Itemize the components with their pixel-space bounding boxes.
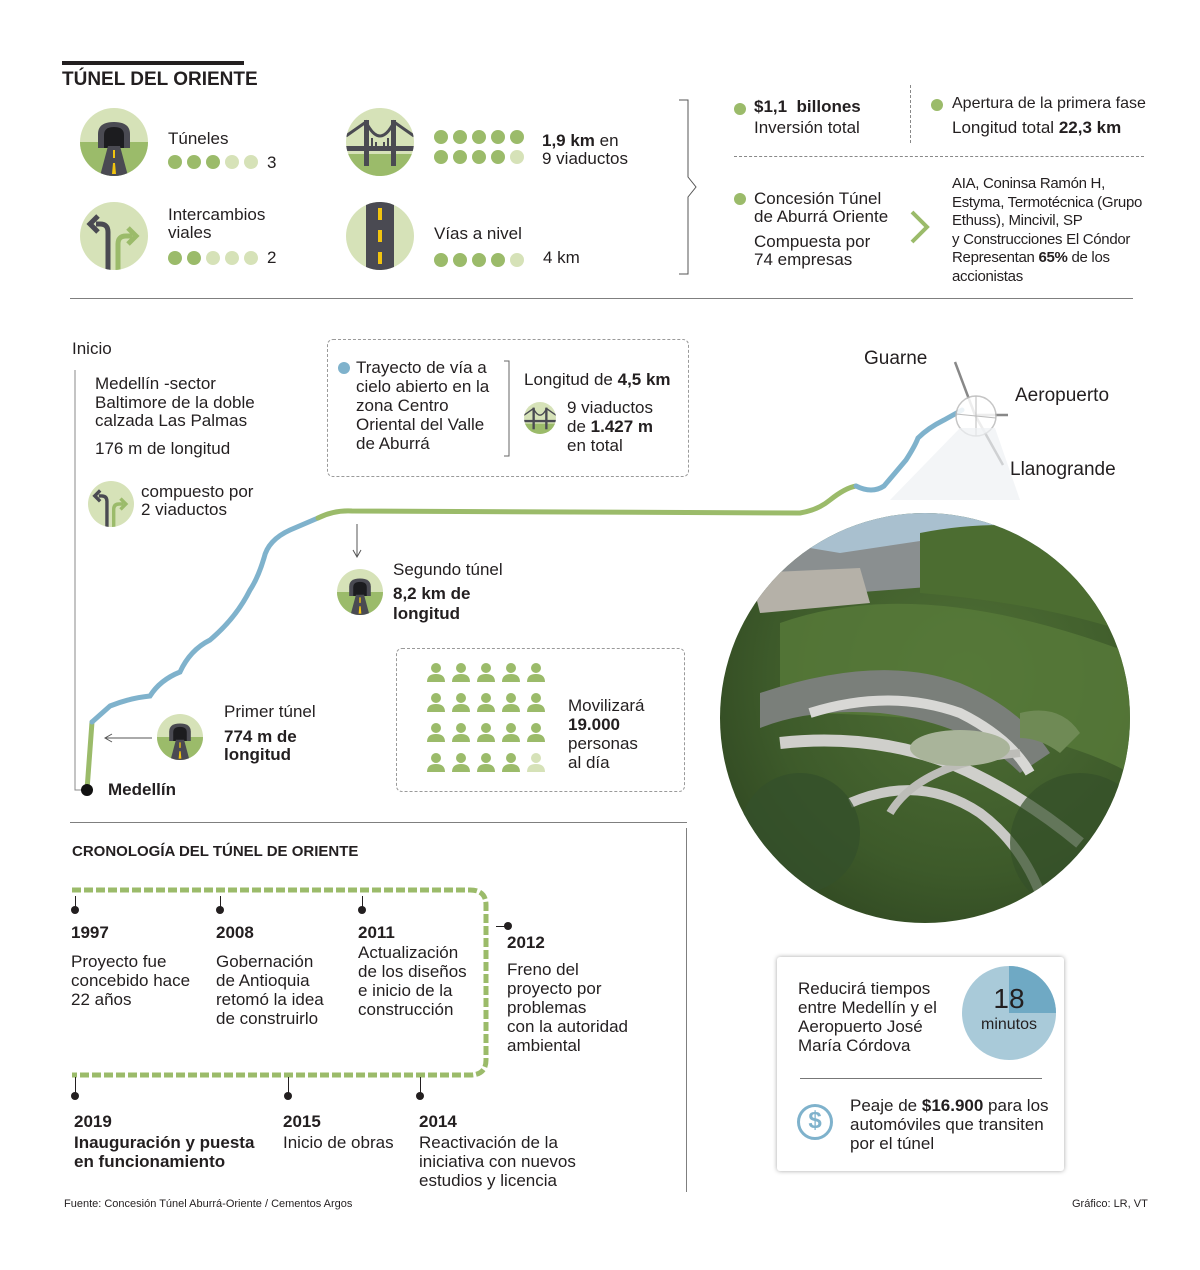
tuneles-count: 3 (267, 153, 277, 172)
road-icon (346, 202, 414, 270)
bridge-small-icon (524, 402, 556, 434)
year-2011: 2011 (358, 923, 395, 942)
desc-2012: Freno del proyecto por problemas con la autoridad ambiental (507, 960, 628, 1055)
summary-hdash (734, 156, 1144, 157)
intercambios-dots (168, 249, 263, 267)
viaductos-value: 1,9 km en (542, 131, 619, 150)
aeropuerto-label: Aeropuerto (1015, 385, 1110, 406)
header-rule (62, 61, 244, 65)
compuesta-1: Compuesta por (754, 232, 871, 251)
trayecto-viaductos: 9 viaductos de 1.427 m en total (567, 398, 654, 455)
concesion-bullet (734, 193, 746, 205)
longitud-total: Longitud total 22,3 km (952, 118, 1122, 137)
vias-label: Vías a nivel (434, 224, 522, 243)
medellin-label: Medellín (108, 780, 177, 799)
trayecto-bullet (338, 362, 350, 374)
primer-1: Primer túnel (224, 702, 316, 721)
apertura-label: Apertura de la primera fase (952, 95, 1146, 112)
timeline-title: CRONOLOGÍA DEL TÚNEL DE ORIENTE (72, 843, 359, 860)
dot-2014 (416, 1092, 424, 1100)
segundo-1: Segundo túnel (393, 560, 503, 579)
intersection-small-icon (88, 481, 134, 527)
section-divider (70, 298, 1133, 299)
desc-2015: Inicio de obras (283, 1133, 394, 1152)
origen-1: Medellín -sector (95, 374, 216, 393)
tunnel-small-icon-1 (157, 714, 203, 760)
viaductos-line2: 9 viaductos (542, 149, 628, 168)
footer-grafico: Gráfico: LR, VT (1072, 1198, 1148, 1210)
reduce-text: Reducirá tiempos entre Medellín y el Aeropuerto José María Córdova (798, 979, 937, 1055)
origen-2: Baltimore de la doble (95, 393, 255, 412)
intersection-icon (80, 202, 148, 270)
vias-dots (434, 251, 529, 269)
trayecto-text: Trayecto de vía a cielo abierto en la zona Centro Oriental del Valle de Aburrá (356, 358, 490, 453)
year-2015: 2015 (283, 1112, 321, 1131)
segundo-2: 8,2 km de (393, 584, 471, 603)
desc-2008: Gobernación de Antioquia retomó la idea de construirlo (216, 952, 324, 1028)
dot-2019 (71, 1092, 79, 1100)
minutes-value: 18 (993, 983, 1025, 1014)
chevron-right-icon (908, 209, 932, 245)
concesion-1: Concesión Túnel (754, 189, 882, 208)
primer-3: longitud (224, 745, 292, 764)
inicio-label: Inicio (72, 339, 112, 358)
timeline-divider (70, 822, 687, 823)
year-2014: 2014 (419, 1112, 457, 1131)
compuesto-1: compuesto por (141, 482, 254, 501)
origen-4: 176 m de longitud (95, 439, 231, 458)
tuneles-dots (168, 153, 263, 171)
bracket (678, 99, 702, 279)
tunnel-small-icon-2 (337, 569, 383, 615)
tunnel-icon (80, 108, 148, 176)
bridge-icon (346, 108, 414, 176)
dot-2012 (504, 922, 512, 930)
vias-value: 4 km (543, 248, 580, 267)
guarne-label: Guarne (864, 348, 928, 369)
minutes-label: minutos (980, 1016, 1038, 1033)
members-list: AIA, Coninsa Ramón H, Estyma, Termotécnica (Grupo Ethuss), Mincivil, SP y Construcciones El Cóndor Representan 65% de los accionistas (952, 175, 1143, 285)
apertura-bullet (931, 99, 943, 111)
inversion-bullet (734, 103, 746, 115)
desc-2014: Reactivación de la iniciativa con nuevos estudios y licencia (419, 1133, 576, 1190)
trayecto-bracket (503, 360, 513, 458)
desc-2011: Actualización de los diseños e inicio de la construcción (358, 943, 467, 1019)
desc-1997: Proyecto fue concebido hace 22 años (71, 952, 191, 1009)
info-divider (800, 1078, 1042, 1079)
trayecto-longitud: Longitud de 4,5 km (524, 370, 671, 389)
intercambios-count: 2 (267, 248, 277, 267)
intercambios-label-1: Intercambios (168, 205, 266, 224)
footer-fuente: Fuente: Concesión Túnel Aburrá-Oriente / Cementos Argos (64, 1198, 353, 1210)
dot-1997 (71, 906, 79, 914)
dot-2015 (284, 1092, 292, 1100)
tuneles-label: Túneles (168, 129, 229, 148)
people-grid (424, 662, 554, 780)
intercambios-label-2: viales (168, 223, 212, 242)
timeline-vline (686, 828, 687, 1192)
primer-2: 774 m de (224, 727, 297, 746)
summary-vdash (910, 85, 911, 143)
tick-2019 (75, 1077, 76, 1093)
inversion-value: $1,1 billones (754, 97, 861, 116)
page-title: TÚNEL DEL ORIENTE (62, 69, 258, 90)
compuesta-2: 74 empresas (754, 250, 853, 269)
compuesto-2: 2 viaductos (141, 500, 227, 519)
concesion-2: de Aburrá Oriente (754, 207, 889, 226)
year-2008: 2008 (216, 923, 254, 942)
moviliza-text: Movilizará 19.000 personas al día (568, 696, 645, 772)
dot-2008 (216, 906, 224, 914)
tick-2015 (288, 1077, 289, 1093)
year-1997: 1997 (71, 923, 109, 942)
year-2012: 2012 (507, 933, 545, 952)
year-2019: 2019 (74, 1112, 112, 1131)
segundo-3: longitud (393, 604, 461, 623)
viaductos-dots (434, 130, 529, 170)
tick-2014 (420, 1077, 421, 1093)
origen-3: calzada Las Palmas (95, 411, 248, 430)
aerial-photo (720, 513, 1130, 923)
llanogrande-label: Llanogrande (1010, 459, 1116, 480)
dot-2011 (358, 906, 366, 914)
peaje-text: Peaje de $16.900 para los automóviles que transiten por el túnel (850, 1096, 1049, 1153)
desc-2019: Inauguración y puesta en funcionamiento (74, 1133, 255, 1171)
inversion-label: Inversión total (754, 118, 860, 137)
dollar-symbol: $ (808, 1107, 822, 1134)
